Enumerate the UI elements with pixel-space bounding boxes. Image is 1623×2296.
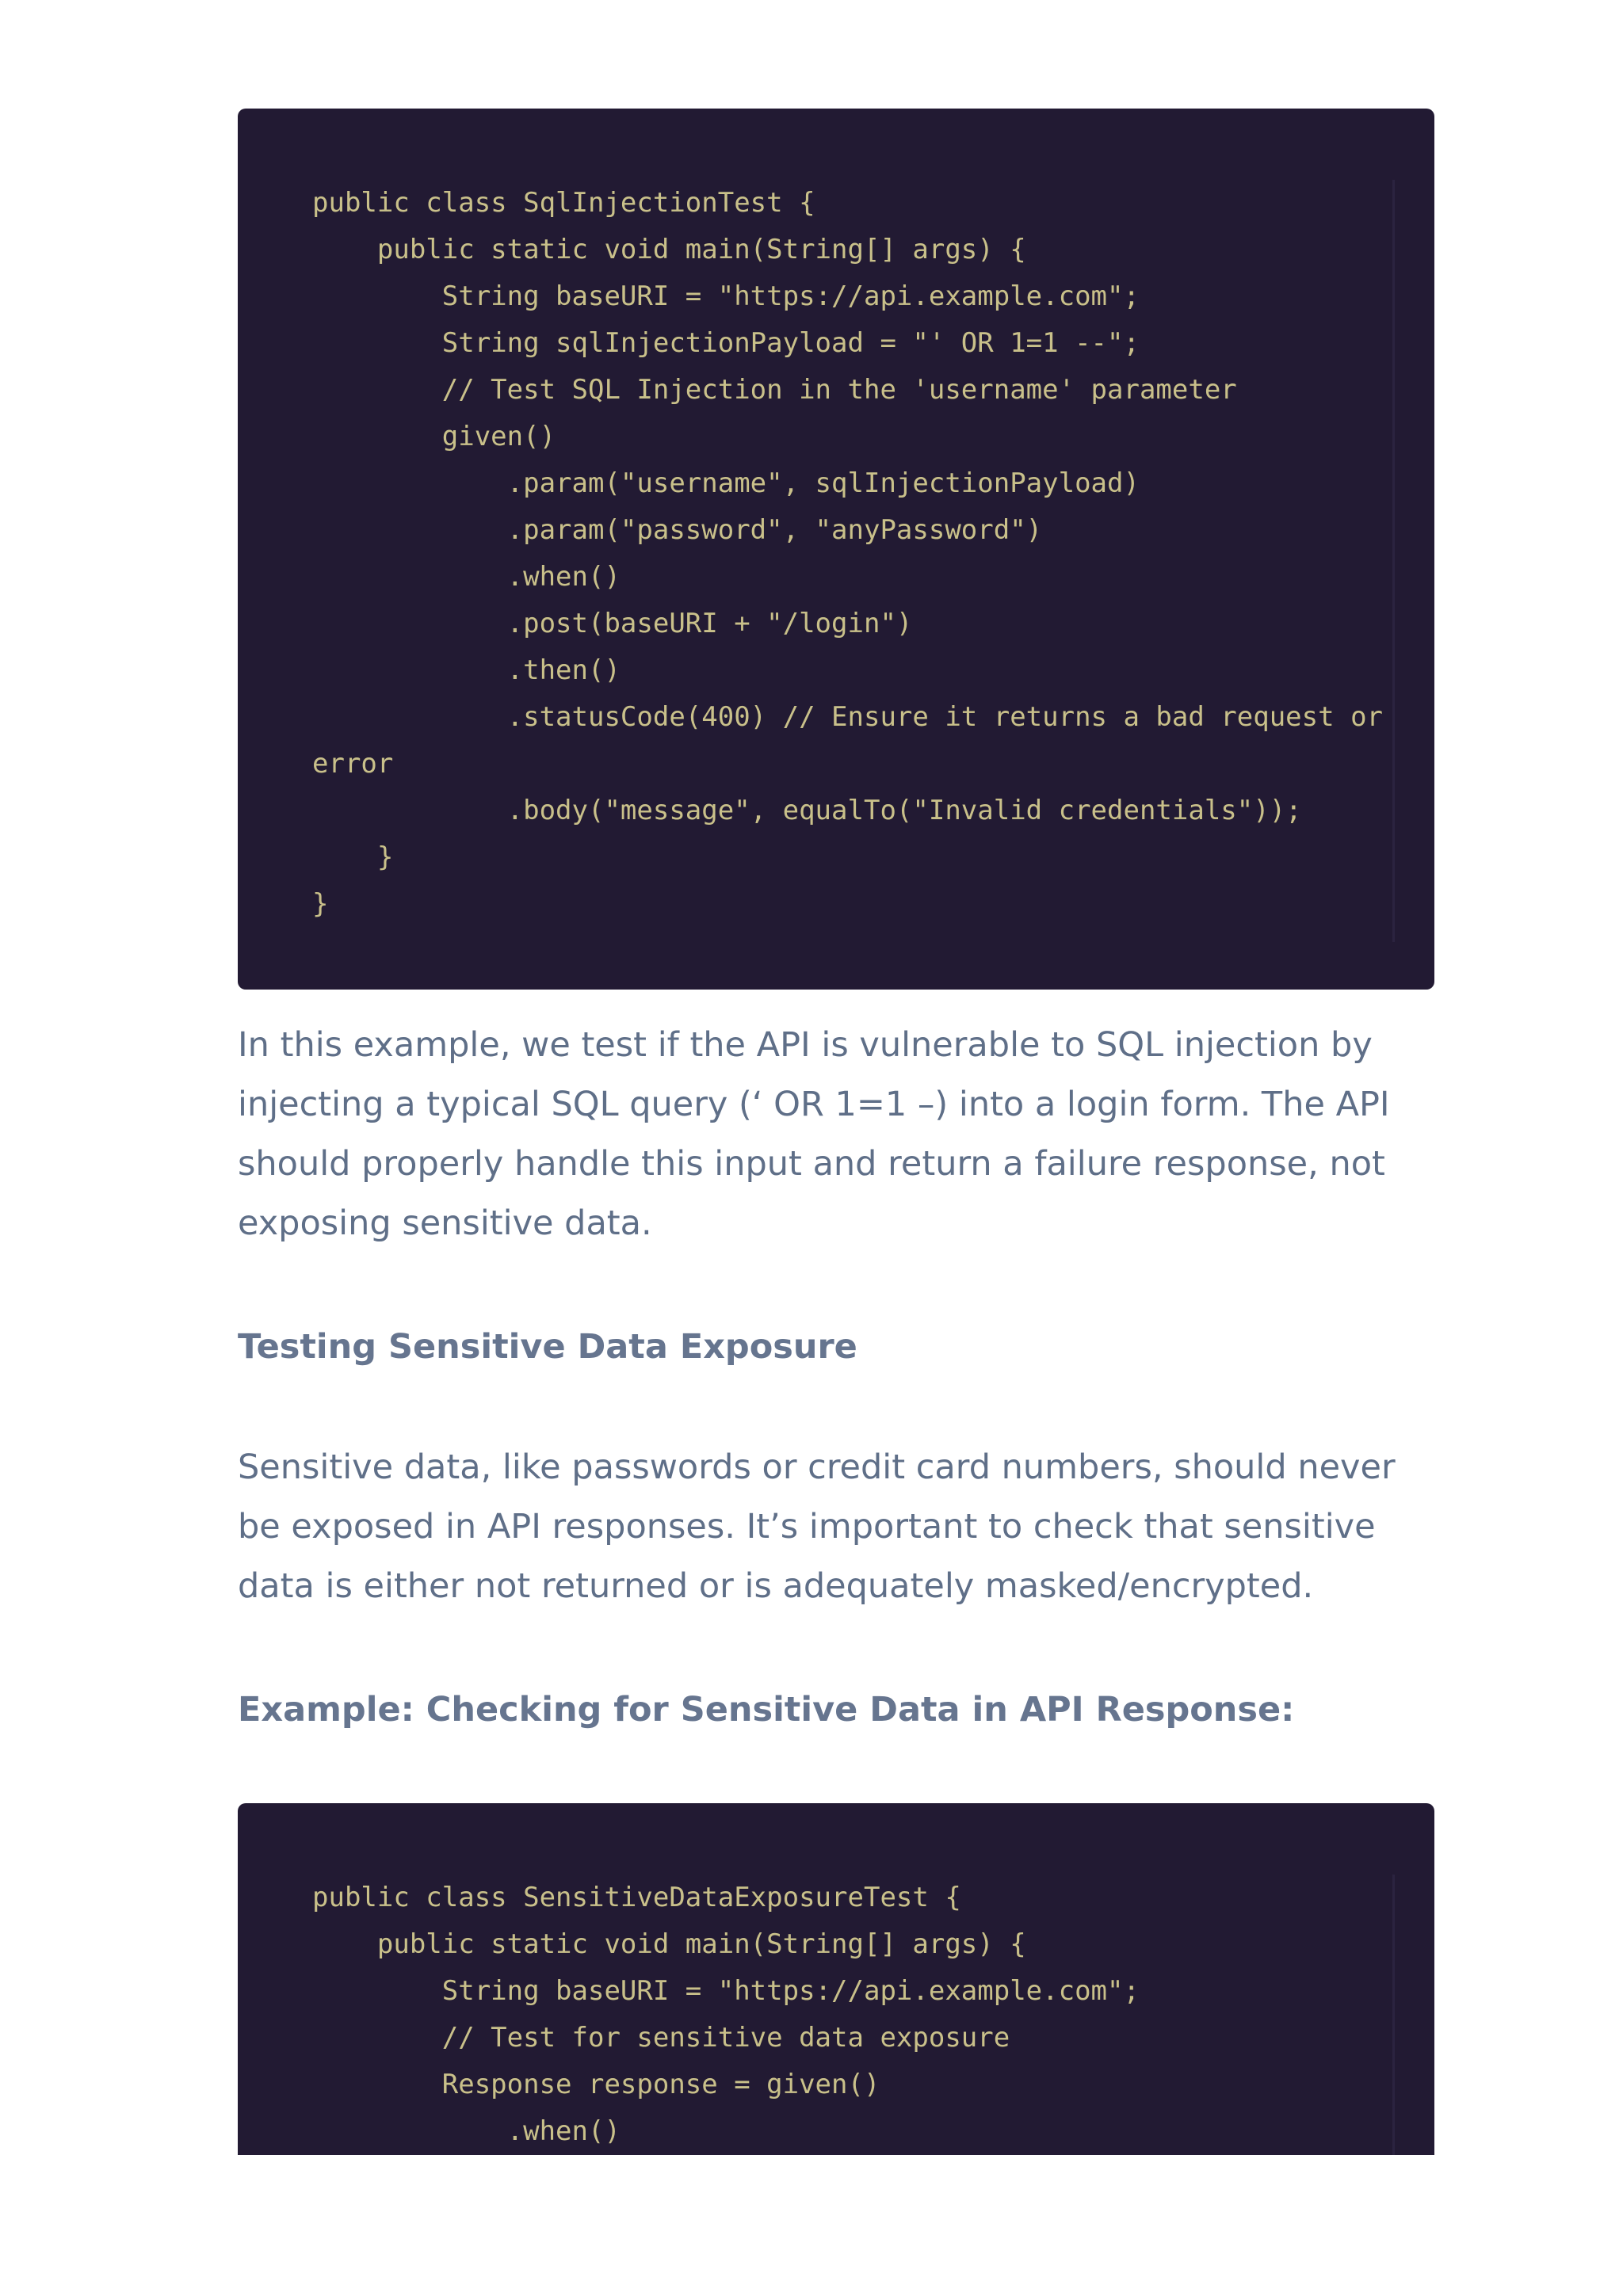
- code-line: given(): [312, 421, 556, 452]
- code-line: error: [312, 748, 394, 780]
- code-line: // Test SQL Injection in the 'username' parameter: [312, 374, 1237, 406]
- code-line: public static void main(String[] args) {: [312, 234, 1026, 265]
- section-heading-sensitive-data: Testing Sensitive Data Exposure: [238, 1327, 857, 1367]
- code-block-sql-injection: [238, 109, 1434, 990]
- code-line: String baseURI = "https://api.example.com";: [312, 280, 1140, 312]
- code-line: String baseURI = "https://api.example.com";: [312, 1975, 1140, 2007]
- code-scroll-edge: [1392, 1875, 1395, 2155]
- code-line: }: [312, 841, 394, 873]
- code-lines: [312, 1875, 1403, 2155]
- code-line: public class SensitiveDataExposureTest {: [312, 1882, 961, 1913]
- paragraph-line: Sensitive data, like passwords or credit card numbers, should never: [238, 1447, 1396, 1487]
- paragraph-sensitive-data-explanation: [238, 1438, 1434, 1616]
- paragraph-line: In this example, we test if the API is vulnerable to SQL injection by: [238, 1025, 1373, 1065]
- code-scroll-edge: [1392, 180, 1395, 942]
- paragraph-line: injecting a typical SQL query (‘ OR 1=1 –) into a login form. The API: [238, 1085, 1390, 1124]
- example-heading-sensitive-data: Example: Checking for Sensitive Data in API Response:: [238, 1690, 1295, 1730]
- code-line: // Test for sensitive data exposure: [312, 2022, 1010, 2054]
- code-line: .when(): [312, 561, 621, 593]
- paragraph-line: exposing sensitive data.: [238, 1203, 652, 1243]
- code-line: .then(): [312, 654, 621, 686]
- paragraph-line: data is either not returned or is adequately masked/encrypted.: [238, 1566, 1314, 1606]
- code-line: .statusCode(400) // Ensure it returns a bad request or: [312, 701, 1384, 733]
- code-line: public class SqlInjectionTest {: [312, 187, 815, 219]
- paragraph-line: should properly handle this input and return a failure response, not: [238, 1144, 1385, 1184]
- code-lines: [312, 180, 1403, 928]
- paragraph-sql-injection-explanation: [238, 1016, 1434, 1253]
- code-line: Response response = given(): [312, 2069, 880, 2100]
- code-line: .param("password", "anyPassword"): [312, 514, 1043, 546]
- code-line: .post(baseURI + "/login"): [312, 608, 913, 639]
- paragraph-line: be exposed in API responses. It’s important to check that sensitive: [238, 1507, 1376, 1547]
- code-block-sensitive-data: [238, 1803, 1434, 2155]
- code-line: .param("username", sqlInjectionPayload): [312, 467, 1140, 499]
- code-line: public static void main(String[] args) {: [312, 1928, 1026, 1960]
- code-line: .when(): [312, 2115, 621, 2147]
- code-line: }: [312, 888, 329, 920]
- code-line: .body("message", equalTo("Invalid credentials"));: [312, 795, 1302, 826]
- code-line: String sqlInjectionPayload = "' OR 1=1 --";: [312, 327, 1140, 359]
